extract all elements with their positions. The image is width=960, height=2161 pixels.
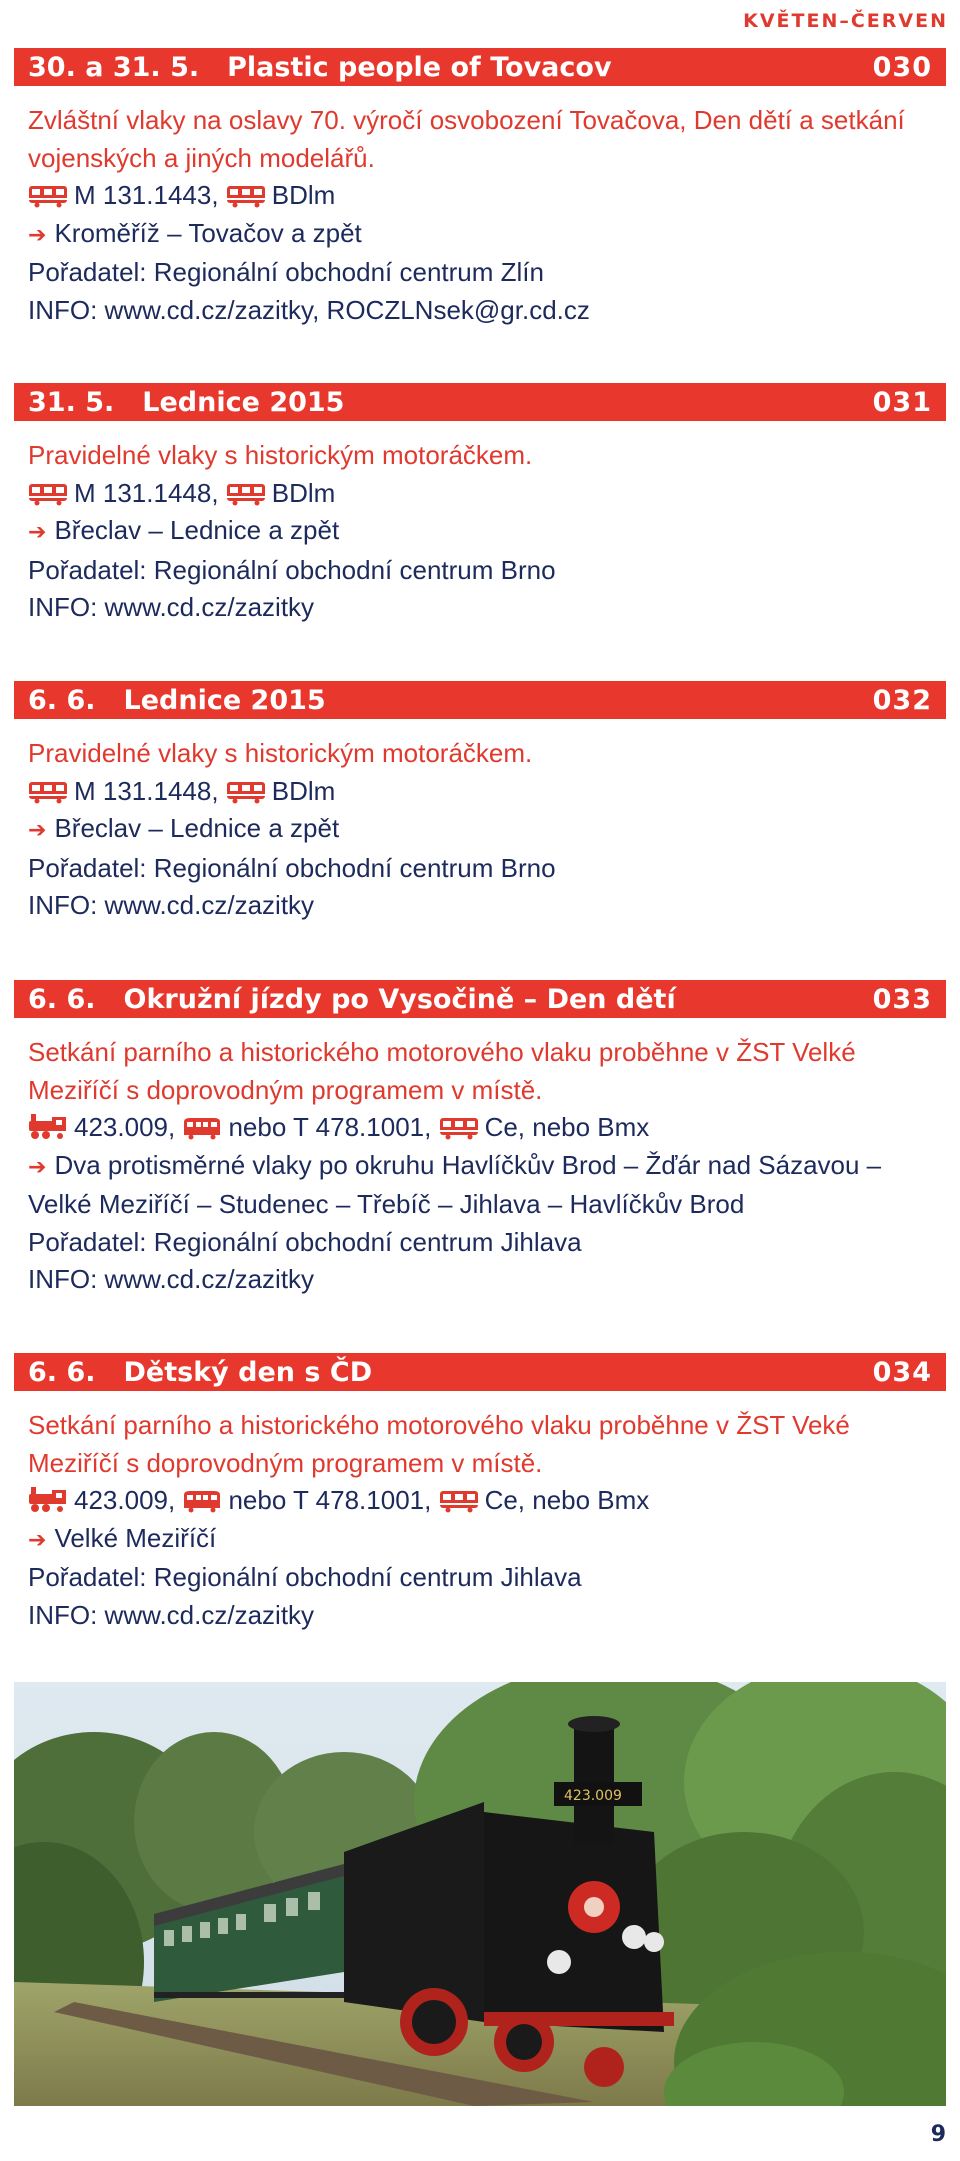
event-info: INFO: www.cd.cz/zazitky	[28, 592, 315, 622]
event-header	[14, 383, 946, 421]
event-title: Plastic people of Tovacov	[227, 51, 612, 83]
diesel-railcar-icon	[182, 1489, 222, 1513]
vehicles-text-2: BDlm	[271, 180, 336, 210]
event-vehicles	[28, 475, 932, 513]
event-route	[28, 512, 932, 552]
event-description: Setkání parního a historického motorového vlaku proběhne v ŽST Veké Meziříčí s doprovodným programem v místě.	[28, 1410, 850, 1478]
route-text: Kroměříž – Tovačov a zpět	[54, 217, 362, 248]
steam-locomotive-icon	[28, 1114, 68, 1140]
steam-train-illustration	[14, 1682, 946, 2106]
event-route	[28, 1147, 932, 1224]
event-date: 6. 6.	[28, 1356, 96, 1388]
event-info: INFO: www.cd.cz/zazitky	[28, 1599, 315, 1630]
diesel-railcar-icon	[182, 1116, 222, 1140]
event-header	[14, 48, 946, 86]
event-date: 30. a 31. 5.	[28, 51, 200, 83]
arrow-right-icon: ➔	[28, 1154, 47, 1180]
event-title: Okružní jízdy po Vysočině – Den dětí	[123, 983, 676, 1015]
event-description: Pravidelné vlaky s historickým motoráčkem.	[28, 440, 533, 470]
event-code: 030	[872, 51, 932, 83]
event-description: Pravidelné vlaky s historickým motoráčkem.	[28, 738, 533, 768]
event-organizer: Pořadatel: Regionální obchodní centrum Brno	[28, 852, 556, 883]
event-date: 6. 6.	[28, 684, 96, 716]
vehicles-text: M 131.1448,	[74, 775, 226, 806]
event-header	[14, 1353, 946, 1391]
event-code: 031	[872, 386, 932, 418]
locomotive-plate: 423.009	[564, 1788, 622, 1804]
railcar-icon	[28, 184, 68, 208]
event-vehicles	[28, 1482, 932, 1520]
event-organizer: Pořadatel: Regionální obchodní centrum Brno	[28, 554, 556, 585]
arrow-right-icon: ➔	[28, 520, 47, 545]
arrow-right-icon: ➔	[28, 1527, 47, 1553]
event-description: Zvláštní vlaky na oslavy 70. výročí osvobození Tovačova, Den dětí a setkání vojenských a jiných modelářů.	[28, 105, 905, 173]
event-description: Setkání parního a historického motorového vlaku proběhne v ŽST Velké Meziříčí s doprovodným programem v místě.	[28, 1037, 856, 1105]
railcar-icon	[28, 780, 68, 804]
steam-train-photo	[14, 1682, 946, 2106]
event-title: Lednice 2015	[123, 684, 326, 716]
vehicles-text: 423.009,	[74, 1112, 183, 1142]
event-organizer: Pořadatel: Regionální obchodní centrum Jihlava	[28, 1562, 582, 1592]
event-vehicles	[28, 177, 932, 215]
event-code: 032	[872, 684, 932, 716]
route-text: Břeclav – Lednice a zpět	[54, 813, 340, 843]
event-title: Dětský den s ČD	[123, 1356, 373, 1388]
vehicles-text: 423.009,	[74, 1485, 183, 1515]
arrow-right-icon: ➔	[28, 818, 47, 843]
event-code: 033	[872, 983, 932, 1015]
coach-icon	[226, 482, 266, 506]
event-info: INFO: www.cd.cz/zazitky	[28, 1264, 315, 1294]
vehicles-text-2: nebo T 478.1001,	[228, 1485, 439, 1515]
coach-icon	[439, 1489, 479, 1513]
event-info: INFO: www.cd.cz/zazitky, ROCZLNsek@gr.cd.cz	[28, 294, 590, 325]
event-date: 6. 6.	[28, 983, 96, 1015]
event-header	[14, 681, 946, 719]
event-code: 034	[872, 1356, 932, 1388]
event-header	[14, 980, 946, 1018]
coach-icon	[226, 184, 266, 208]
coach-icon	[439, 1116, 479, 1140]
vehicles-text-2: BDlm	[271, 775, 336, 806]
vehicles-text-3: Ce, nebo Bmx	[484, 1112, 650, 1142]
event-034	[14, 1353, 946, 1634]
event-title: Lednice 2015	[142, 386, 345, 418]
event-vehicles	[28, 773, 932, 811]
route-text: Velké Meziříčí	[54, 1522, 217, 1553]
event-vehicles	[28, 1109, 932, 1147]
event-organizer: Pořadatel: Regionální obchodní centrum Zlín	[28, 257, 544, 287]
arrow-right-icon: ➔	[28, 222, 47, 248]
vehicles-text: M 131.1443,	[74, 180, 226, 210]
event-info: INFO: www.cd.cz/zazitky	[28, 890, 315, 920]
railcar-icon	[28, 482, 68, 506]
event-030	[14, 48, 946, 329]
event-route	[28, 1520, 932, 1560]
event-031	[14, 383, 946, 627]
vehicles-text-2: BDlm	[271, 477, 336, 508]
route-text: Dva protisměrné vlaky po okruhu Havlíčkův Brod – Žďár nad Sázavou – Velké Meziříčí – Studenec – Třebíč – Jihlava – Havlíčkův Brod	[28, 1149, 882, 1219]
coach-icon	[226, 780, 266, 804]
steam-locomotive-icon	[28, 1487, 68, 1513]
page-number: 9	[930, 2122, 946, 2147]
event-date: 31. 5.	[28, 386, 115, 418]
route-text: Břeclav – Lednice a zpět	[54, 515, 340, 545]
vehicles-text-2: nebo T 478.1001,	[228, 1112, 439, 1142]
event-032	[14, 681, 946, 925]
vehicles-text-3: Ce, nebo Bmx	[484, 1485, 650, 1515]
event-033	[14, 980, 946, 1299]
vehicles-text: M 131.1448,	[74, 477, 226, 508]
event-organizer: Pořadatel: Regionální obchodní centrum Jihlava	[28, 1226, 582, 1257]
section-tag: KVĚTEN–ČERVEN	[743, 10, 948, 32]
event-route	[28, 215, 932, 255]
event-route	[28, 810, 932, 850]
